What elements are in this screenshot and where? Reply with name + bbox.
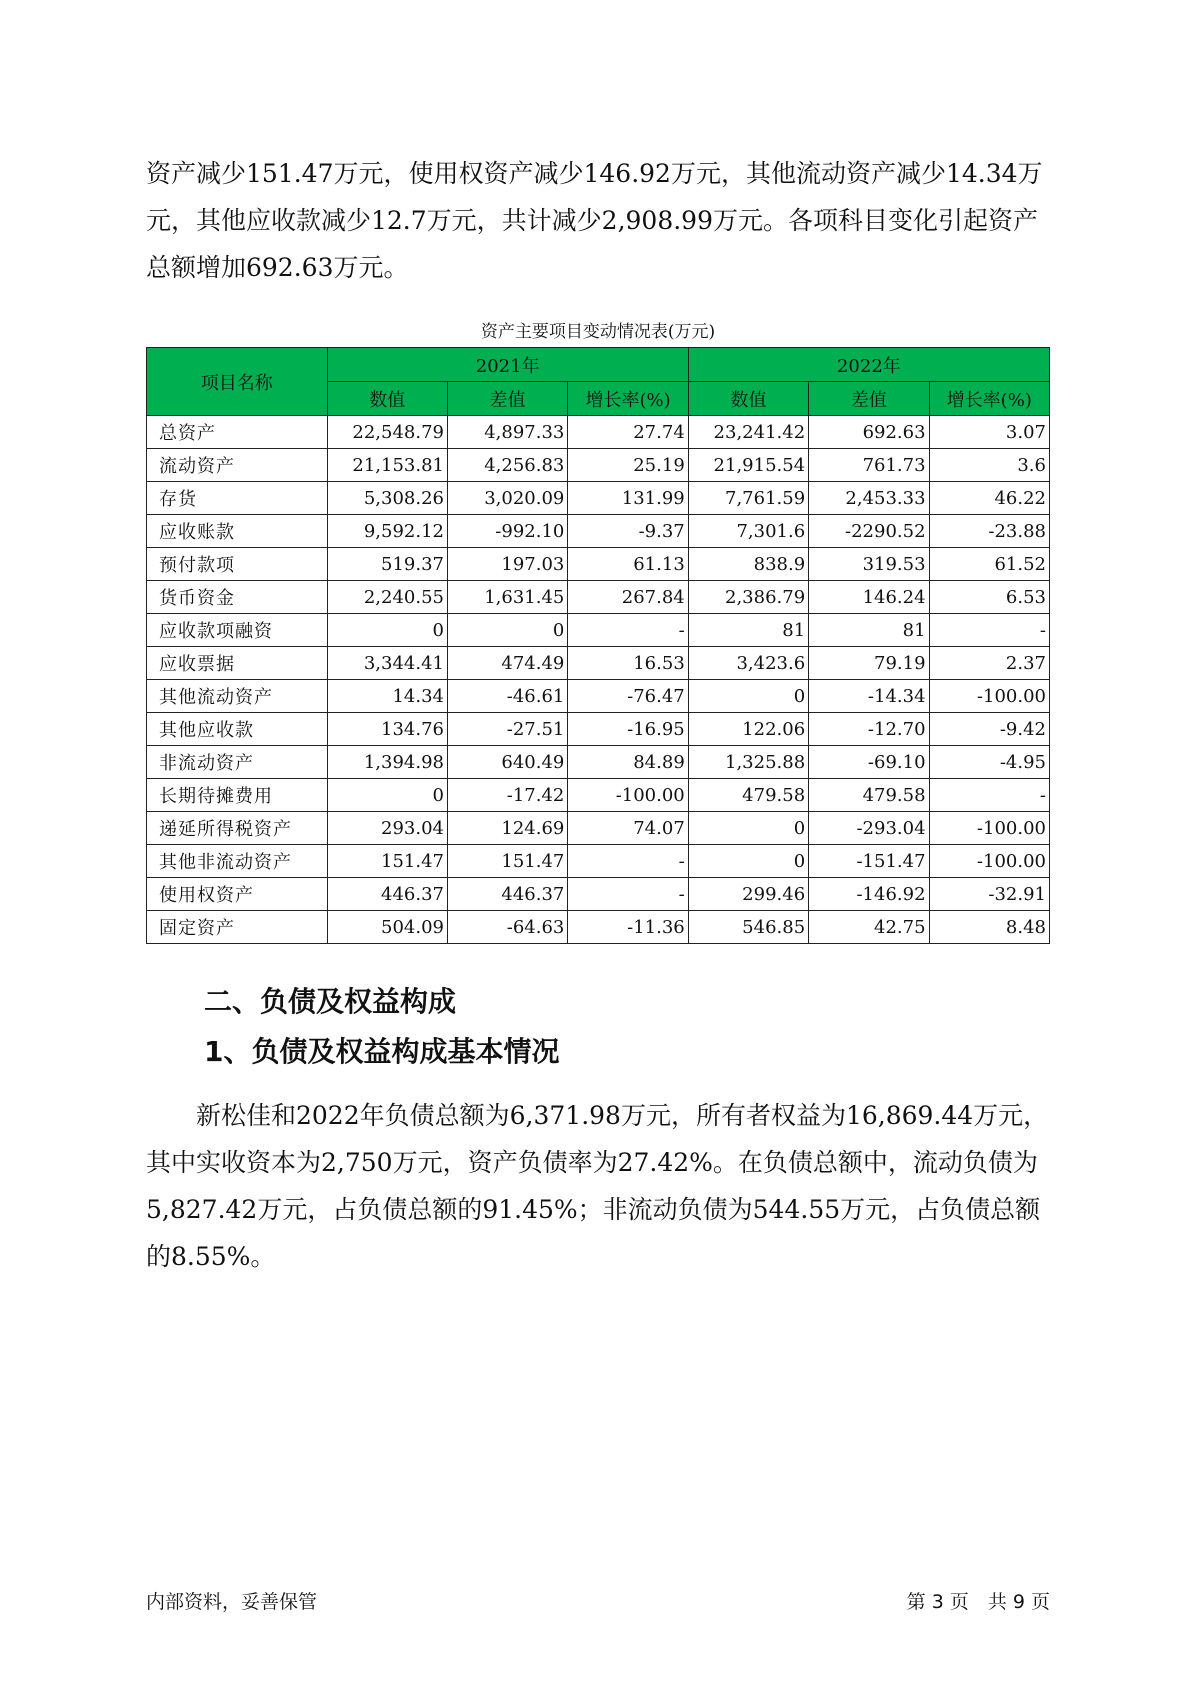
row-cell-d2: 79.19	[809, 647, 929, 680]
row-cell-d1: 197.03	[447, 548, 567, 581]
row-cell-d2: 692.63	[809, 416, 929, 449]
row-cell-d1: 1,631.45	[447, 581, 567, 614]
row-cell-r1: 267.84	[568, 581, 688, 614]
header-diff-2022: 差值	[809, 382, 929, 416]
row-cell-v1: 5,308.26	[327, 482, 447, 515]
table-body	[147, 416, 1050, 944]
row-cell-r2: -	[929, 614, 1049, 647]
row-cell-v2: 0	[688, 845, 808, 878]
row-cell-d1: -46.61	[447, 680, 567, 713]
row-cell-r1: -	[568, 614, 688, 647]
row-cell-v1: 134.76	[327, 713, 447, 746]
row-cell-v1: 519.37	[327, 548, 447, 581]
row-cell-r2: 3.6	[929, 449, 1049, 482]
row-cell-r1: 74.07	[568, 812, 688, 845]
header-year-2022: 2022年	[688, 348, 1049, 382]
row-cell-d2: 146.24	[809, 581, 929, 614]
header-value-2021: 数值	[327, 382, 447, 416]
row-item-name: 货币资金	[147, 581, 328, 614]
row-cell-v2: 546.85	[688, 911, 808, 944]
row-cell-r1: 27.74	[568, 416, 688, 449]
row-cell-v2: 7,301.6	[688, 515, 808, 548]
row-item-name: 非流动资产	[147, 746, 328, 779]
row-cell-v1: 293.04	[327, 812, 447, 845]
row-cell-v1: 3,344.41	[327, 647, 447, 680]
row-cell-r1: -11.36	[568, 911, 688, 944]
table-row	[147, 713, 1050, 746]
row-cell-r2: 8.48	[929, 911, 1049, 944]
row-cell-d1: 4,256.83	[447, 449, 567, 482]
row-item-name: 递延所得税资产	[147, 812, 328, 845]
row-item-name: 固定资产	[147, 911, 328, 944]
table-row	[147, 746, 1050, 779]
row-cell-d1: 151.47	[447, 845, 567, 878]
row-cell-d2: -12.70	[809, 713, 929, 746]
row-item-name: 其他非流动资产	[147, 845, 328, 878]
row-cell-v1: 9,592.12	[327, 515, 447, 548]
table-row	[147, 581, 1050, 614]
row-cell-v2: 122.06	[688, 713, 808, 746]
row-cell-v2: 1,325.88	[688, 746, 808, 779]
row-cell-d2: -2290.52	[809, 515, 929, 548]
row-cell-v2: 479.58	[688, 779, 808, 812]
row-item-name: 使用权资产	[147, 878, 328, 911]
section-heading: 二、负债及权益构成	[204, 985, 457, 1018]
row-cell-r1: -16.95	[568, 713, 688, 746]
header-rate-2021: 增长率(%)	[568, 382, 688, 416]
row-cell-d1: -27.51	[447, 713, 567, 746]
row-cell-v2: 2,386.79	[688, 581, 808, 614]
table-row	[147, 779, 1050, 812]
row-item-name: 应收款项融资	[147, 614, 328, 647]
table-row	[147, 812, 1050, 845]
row-cell-r2: -4.95	[929, 746, 1049, 779]
row-cell-v2: 0	[688, 812, 808, 845]
row-cell-d1: 446.37	[447, 878, 567, 911]
header-item-name: 项目名称	[147, 348, 328, 416]
row-cell-r2: 46.22	[929, 482, 1049, 515]
row-cell-d2: -146.92	[809, 878, 929, 911]
row-cell-r1: 61.13	[568, 548, 688, 581]
row-cell-d2: 479.58	[809, 779, 929, 812]
row-item-name: 长期待摊费用	[147, 779, 328, 812]
table-row	[147, 449, 1050, 482]
row-cell-d1: -64.63	[447, 911, 567, 944]
row-item-name: 其他应收款	[147, 713, 328, 746]
header-rate-2022: 增长率(%)	[929, 382, 1049, 416]
row-cell-d2: 81	[809, 614, 929, 647]
table-row	[147, 416, 1050, 449]
row-cell-r1: 131.99	[568, 482, 688, 515]
row-cell-d1: 474.49	[447, 647, 567, 680]
row-cell-d2: 761.73	[809, 449, 929, 482]
row-cell-r1: 25.19	[568, 449, 688, 482]
row-item-name: 应收票据	[147, 647, 328, 680]
row-cell-v1: 446.37	[327, 878, 447, 911]
row-item-name: 存货	[147, 482, 328, 515]
footer-confidential-note: 内部资料，妥善保管	[146, 1591, 318, 1613]
row-cell-r1: -9.37	[568, 515, 688, 548]
table-row	[147, 680, 1050, 713]
row-item-name: 应收账款	[147, 515, 328, 548]
row-cell-v1: 21,153.81	[327, 449, 447, 482]
header-diff-2021: 差值	[447, 382, 567, 416]
row-cell-d2: 42.75	[809, 911, 929, 944]
body-paragraph-bottom: 新松佳和2022年负债总额为6,371.98万元，所有者权益为16,869.44万元，其中实收资本为2,750万元，资产负债率为27.42%。在负债总额中，流动负债为5,827.42万元，占负债总额的91.45%；非流动负债为544.55万元，占负债总额的8.55%。	[146, 1101, 1049, 1271]
row-cell-r2: 61.52	[929, 548, 1049, 581]
row-cell-r2: 3.07	[929, 416, 1049, 449]
table-row	[147, 845, 1050, 878]
row-cell-v1: 0	[327, 614, 447, 647]
row-cell-d1: 4,897.33	[447, 416, 567, 449]
row-cell-v2: 7,761.59	[688, 482, 808, 515]
row-cell-d2: -293.04	[809, 812, 929, 845]
row-cell-r1: 16.53	[568, 647, 688, 680]
table-row	[147, 911, 1050, 944]
row-cell-d1: 124.69	[447, 812, 567, 845]
row-item-name: 预付款项	[147, 548, 328, 581]
footer-page-number: 第 3 页 共 9 页	[906, 1591, 1050, 1613]
row-cell-d1: 640.49	[447, 746, 567, 779]
row-cell-v2: 3,423.6	[688, 647, 808, 680]
asset-change-table	[146, 347, 1050, 944]
row-cell-v2: 0	[688, 680, 808, 713]
header-year-2021: 2021年	[327, 348, 688, 382]
row-cell-r1: 84.89	[568, 746, 688, 779]
table-row	[147, 647, 1050, 680]
table-row	[147, 548, 1050, 581]
row-item-name: 总资产	[147, 416, 328, 449]
row-cell-r2: -100.00	[929, 812, 1049, 845]
row-cell-r2: 6.53	[929, 581, 1049, 614]
row-item-name: 流动资产	[147, 449, 328, 482]
subsection-heading: 1、负债及权益构成基本情况	[204, 1035, 560, 1068]
row-cell-r2: -	[929, 779, 1049, 812]
row-cell-r2: -9.42	[929, 713, 1049, 746]
table-row	[147, 614, 1050, 647]
row-cell-d2: -14.34	[809, 680, 929, 713]
row-cell-r2: -100.00	[929, 845, 1049, 878]
body-paragraph-top: 资产减少151.47万元，使用权资产减少146.92万元，其他流动资产减少14.34万元，其他应收款减少12.7万元，共计减少2,908.99万元。各项科目变化引起资产总额增加692.63万元。	[146, 159, 1043, 282]
row-cell-d1: 3,020.09	[447, 482, 567, 515]
row-cell-r1: -	[568, 878, 688, 911]
table-row	[147, 878, 1050, 911]
row-cell-r2: -32.91	[929, 878, 1049, 911]
row-cell-d2: -69.10	[809, 746, 929, 779]
header-value-2022: 数值	[688, 382, 808, 416]
row-cell-v1: 1,394.98	[327, 746, 447, 779]
row-cell-r1: -100.00	[568, 779, 688, 812]
row-cell-d1: -17.42	[447, 779, 567, 812]
row-cell-v1: 504.09	[327, 911, 447, 944]
row-cell-d1: -992.10	[447, 515, 567, 548]
row-cell-v2: 23,241.42	[688, 416, 808, 449]
row-cell-d2: 2,453.33	[809, 482, 929, 515]
table-row	[147, 482, 1050, 515]
table-header-row-years	[147, 348, 1050, 382]
row-cell-r2: -100.00	[929, 680, 1049, 713]
row-cell-r1: -76.47	[568, 680, 688, 713]
row-cell-v1: 2,240.55	[327, 581, 447, 614]
table-caption: 资产主要项目变动情况表(万元)	[480, 322, 716, 342]
row-cell-v2: 81	[688, 614, 808, 647]
row-cell-v2: 299.46	[688, 878, 808, 911]
row-cell-r1: -	[568, 845, 688, 878]
row-cell-d2: 319.53	[809, 548, 929, 581]
row-cell-r2: 2.37	[929, 647, 1049, 680]
row-cell-d1: 0	[447, 614, 567, 647]
row-cell-v1: 0	[327, 779, 447, 812]
row-cell-v2: 21,915.54	[688, 449, 808, 482]
table-row	[147, 515, 1050, 548]
row-item-name: 其他流动资产	[147, 680, 328, 713]
row-cell-r2: -23.88	[929, 515, 1049, 548]
row-cell-v1: 14.34	[327, 680, 447, 713]
row-cell-v1: 22,548.79	[327, 416, 447, 449]
row-cell-d2: -151.47	[809, 845, 929, 878]
row-cell-v1: 151.47	[327, 845, 447, 878]
row-cell-v2: 838.9	[688, 548, 808, 581]
